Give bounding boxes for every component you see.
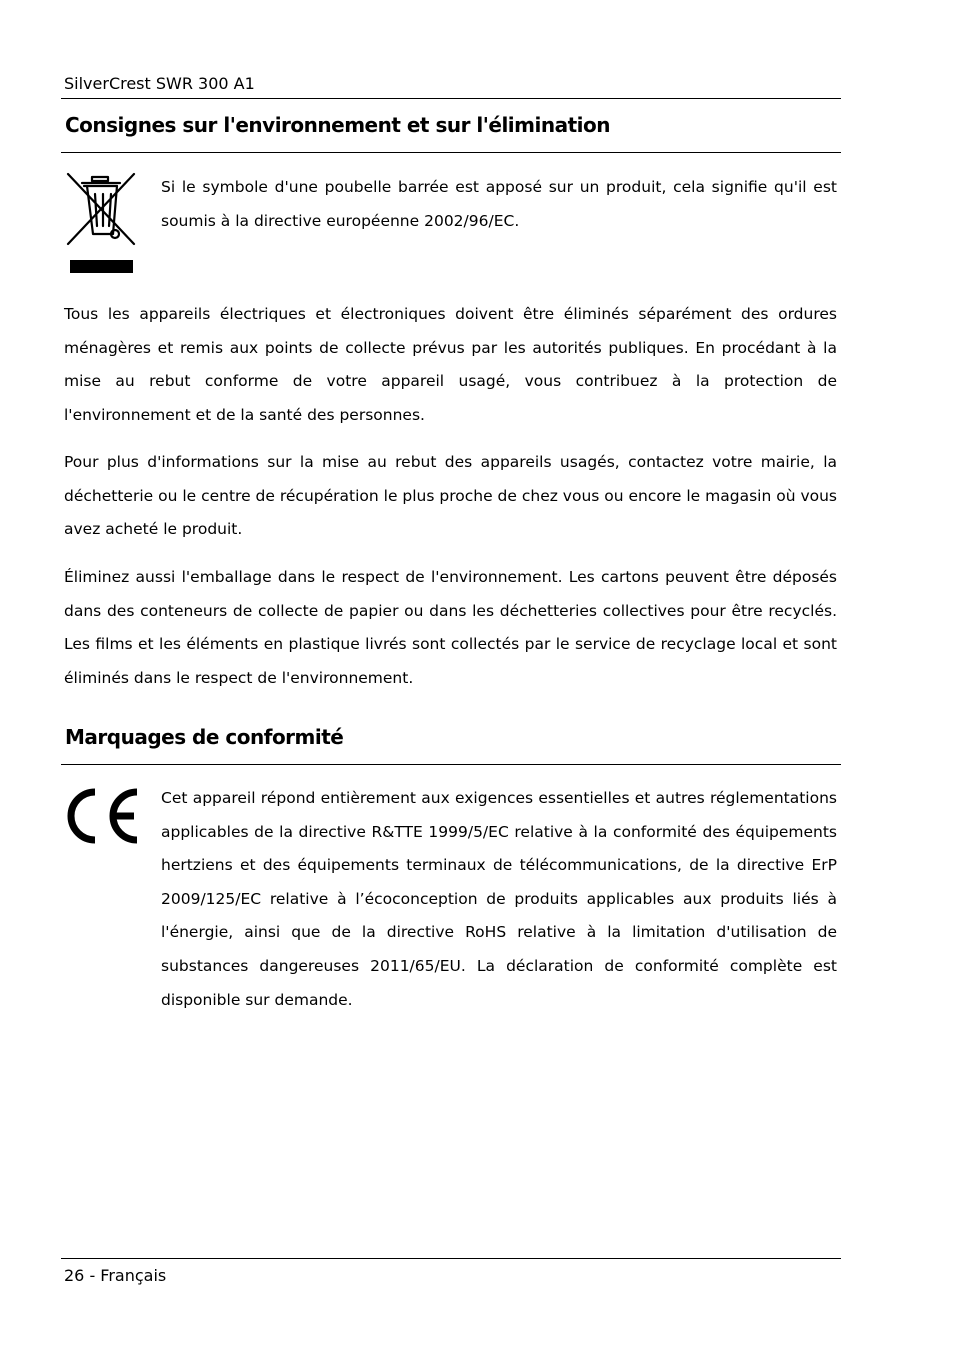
page-number: 26 - Français (64, 1266, 167, 1285)
running-header: SilverCrest SWR 300 A1 (64, 74, 255, 93)
environment-paragraph-1: Tous les appareils électriques et électroniques doivent être éliminés séparément des ordures ménagères et remis aux points de collecte prévus par les autorités publiques. En procédant à la mise au rebut conforme de votre appareil usagé, vous contribuez à la protection de l'environnement et de la santé des personnes. (64, 305, 837, 424)
section-title-environment: Consignes sur l'environnement et sur l'élimination (65, 113, 610, 137)
header-divider (61, 98, 841, 99)
section-title-conformity: Marquages de conformité (65, 725, 344, 749)
wheelie-bin-symbol-text: Si le symbole d'une poubelle barrée est apposé sur un produit, cela signifie qu'il est soumis à la directive européenne 2002/96/EC. (161, 178, 837, 230)
environment-paragraph-2: Pour plus d'informations sur la mise au rebut des appareils usagés, contactez votre mairie, la déchetterie ou le centre de récupération le plus proche de chez vous ou encore le magasin où vous avez acheté le produit. (64, 453, 837, 539)
conformity-text: Cet appareil répond entièrement aux exigences essentielles et autres réglementations applicables de la directive R&TTE 1999/5/EC relative à la conformité des équipements hertziens et des équipements terminaux de télécommunications, de la directive ErP 2009/125/EC relative à l’écoconception de produits applicables aux produits liés à l'énergie, ainsi que de la directive RoHS relative à la limitation d'utilisation de substances dangereuses 2011/65/EU. La déclaration de conformité complète est disponible sur demande. (161, 789, 837, 1009)
environment-paragraph-3: Éliminez aussi l'emballage dans le respect de l'environnement. Les cartons peuvent être déposés dans des conteneurs de collecte de papier ou dans les déchetteries collectives pour être recyclés. Les films et les éléments en plastique livrés sont collectés par le service de recyclage local et sont éliminés dans le respect de l'environnement. (64, 568, 837, 687)
section-divider-conformity (61, 764, 841, 765)
crossed-out-wheelie-bin-icon (64, 170, 138, 276)
footer-divider (61, 1258, 841, 1259)
section-divider-environment (61, 152, 841, 153)
ce-mark-icon (64, 786, 144, 846)
